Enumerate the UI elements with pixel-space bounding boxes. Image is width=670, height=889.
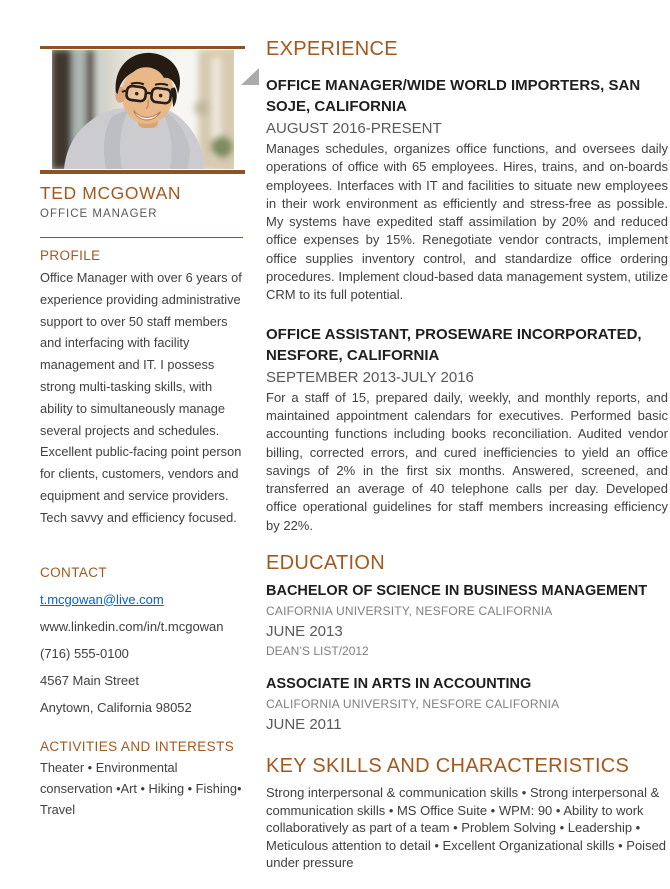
contact-linkedin: www.linkedin.com/in/t.mcgowan	[40, 618, 224, 634]
profile-photo	[52, 50, 234, 169]
experience-heading: EXPERIENCE	[266, 38, 398, 60]
job-entry	[266, 324, 668, 535]
degree-school: CALIFORNIA UNIVERSITY, NESFORE CALIFORNIA	[266, 697, 560, 712]
photo-bottom-rule	[40, 170, 245, 174]
activities-heading: ACTIVITIES AND INTERESTS	[40, 738, 235, 754]
sidebar	[40, 46, 247, 820]
job-title: OFFICE ASSISTANT, PROSEWARE INCORPORATED, NESFORE, CALIFORNIA	[266, 325, 642, 364]
job-description: Manages schedules, organizes office functions, and oversees daily operations of office with 65 employees. Hires, trains, and on-boards employees. Interfaces with IT and facilities to situate new employees in their work environment as efficiently and stress-free as possible. My systems have expedited staff assimilation by 20% and reduced office expenses by 15%. Renegotiate vendor contracts, implement office supplies inventory control, and standardize office ordering procedures. Implement cloud-based data management system, utilize CRM to its full potential.	[266, 141, 668, 303]
degree-entry	[266, 674, 668, 734]
degree-title: ASSOCIATE IN ARTS IN ACCOUNTING	[266, 676, 532, 693]
person-name: TED MCGOWAN	[40, 183, 182, 203]
skills-text: Strong interpersonal & communication skills • Strong interpersonal & communication skills • MS Office Suite • WPM: 90 • Ability to work collaboratively as part of a team • Problem Solving • Leadership • Meticulous attention to detail • Excellent Organizational skills • Poised under pressure	[266, 785, 667, 871]
degree-school: CAIFORNIA UNIVERSITY, NESFORE CALIFORNIA	[266, 604, 553, 619]
skills-heading: KEY SKILLS AND CHARACTERISTICS	[266, 755, 630, 778]
job-title: OFFICE MANAGER/WIDE WORLD IMPORTERS, SAN SOJE, CALIFORNIA	[266, 77, 641, 115]
degree-entry	[266, 581, 668, 659]
photo-block	[40, 46, 245, 174]
degree-title: BACHELOR OF SCIENCE IN BUSINESS MANAGEMENT	[266, 583, 648, 600]
person-job-title: OFFICE MANAGER	[40, 208, 158, 220]
contact-city: Anytown, California 98052	[40, 699, 192, 715]
profile-heading: PROFILE	[40, 248, 101, 263]
email-link[interactable]: t.mcgowan@live.com	[40, 591, 164, 607]
job-dates: AUGUST 2016-PRESENT	[266, 120, 442, 137]
contact-phone: (716) 555-0100	[40, 645, 129, 661]
contact-email	[40, 592, 247, 607]
sidebar-divider-rule	[40, 237, 243, 238]
job-entry	[266, 75, 668, 305]
main-column	[266, 36, 668, 872]
contact-street: 4567 Main Street	[40, 672, 140, 688]
activities-text: Theater • Environmental conservation •Art • Hiking • Fishing• Travel	[40, 759, 242, 817]
contact-heading: CONTACT	[40, 564, 108, 580]
degree-date: JUNE 2013	[266, 623, 343, 641]
photo-top-rule	[40, 46, 245, 49]
profile-text: Office Manager with over 6 years of experience providing administrative support to over 50 staff members and interfacing with facility management and IT. I possess strong multi-tasking skills, with ability to simultaneously manage several projects and schedules. Excellent public-facing point person for clients, customers, vendors and equipment and service providers. Tech savvy and efficiency focused.	[40, 270, 242, 525]
education-heading: EDUCATION	[266, 552, 385, 575]
job-dates: SEPTEMBER 2013-JULY 2016	[266, 368, 474, 386]
degree-honors: DEAN’S LIST/2012	[266, 644, 369, 659]
degree-date: JUNE 2011	[266, 716, 342, 734]
job-description: For a staff of 15, prepared daily, weekly, and monthly reports, and maintained appointment calendars for executives. Performed basic accounting functions including books reconciliation. Audited vendor billing, corrected errors, and cured inefficiencies to yield an office savings of 2% in the first six months. Answered, screened, and transferred an average of 40 telephone calls per day. Developed office operational guidelines for staff members increasing efficiency by 22%.	[266, 389, 668, 533]
portrait-photo-image	[52, 50, 234, 169]
